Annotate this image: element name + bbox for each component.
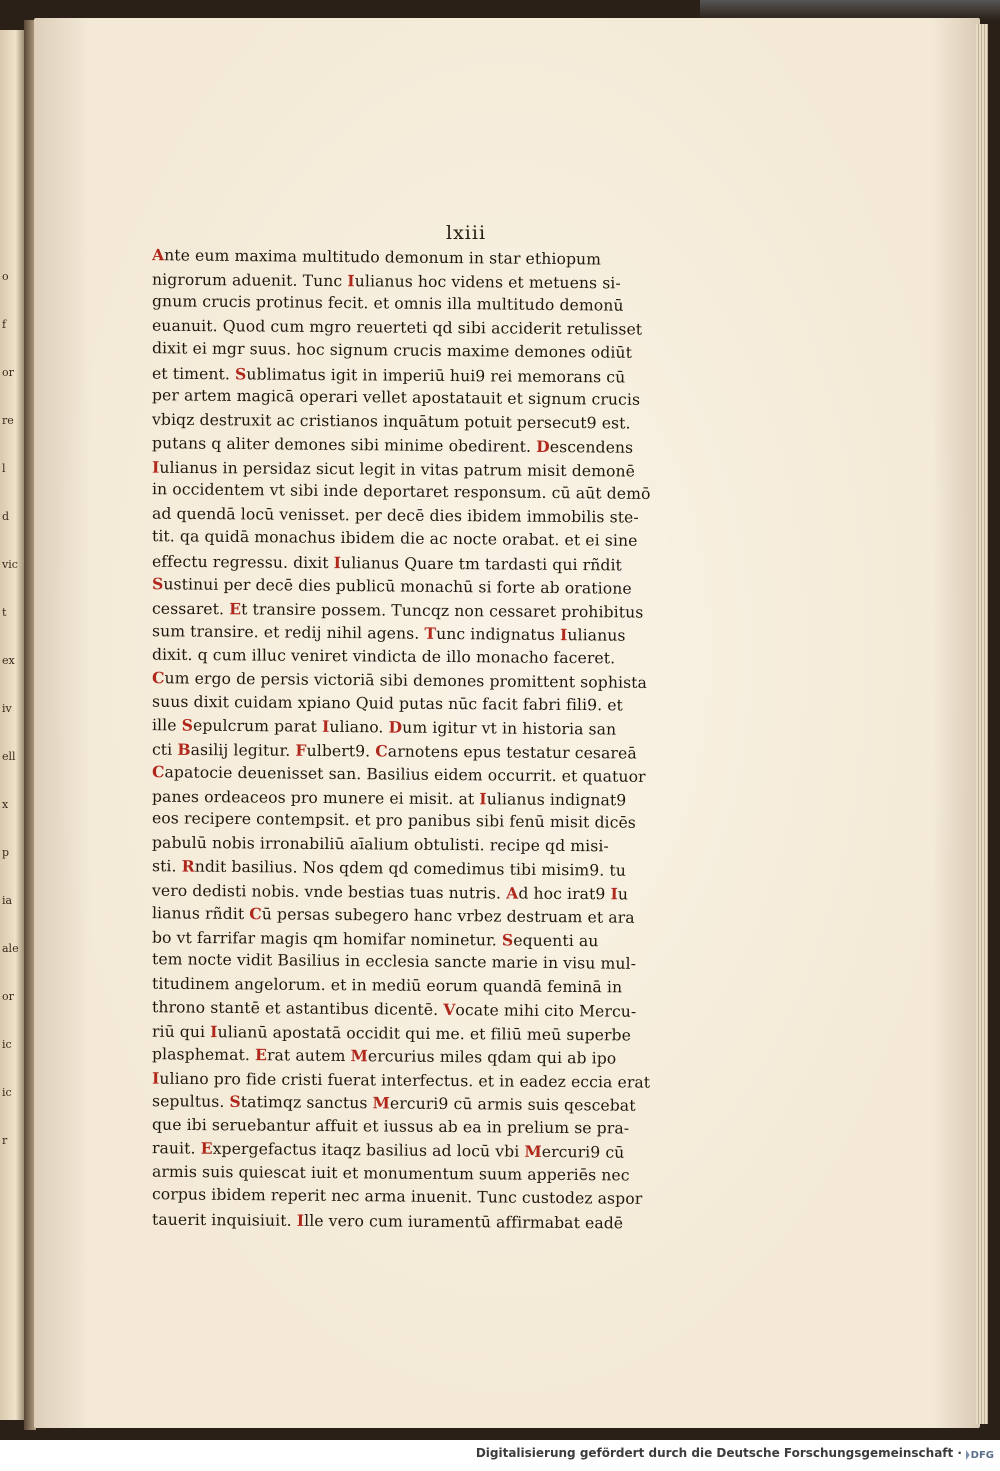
text-segment: sti.	[151, 857, 182, 876]
rubricated-initial: F	[295, 740, 307, 760]
rubricated-initial: S	[151, 574, 164, 594]
text-segment: ulianū apostatā occidit qui me. et filiū meū superbe	[217, 1022, 632, 1044]
rubricated-initial: E	[229, 598, 242, 618]
text-segment: vbiqz destruxit ac cristianos inquātum potuit persecut9 est.	[151, 410, 631, 432]
text-segment: putans q aliter demones sibi minime obedirent.	[151, 434, 537, 456]
rubricated-initial: I	[610, 883, 619, 903]
text-segment: um igitur vt in historia san	[402, 718, 617, 739]
text-segment: lianus rñdit	[151, 904, 250, 924]
left-page-fragment: x	[2, 798, 9, 811]
text-segment: uliano.	[329, 717, 389, 737]
rubricated-initial: I	[333, 552, 342, 572]
text-segment: eos recipere contempsit. et pro panibus sibi fenū misit dicēs	[151, 809, 637, 832]
dfg-logo-text: DFG	[970, 1449, 994, 1461]
text-segment: nte eum maxima multitudo demonum in star ethiopum	[164, 246, 602, 269]
left-page-fragment: re	[2, 414, 14, 427]
text-segment: xpergefactus itaqz basilius ad locū vbi	[212, 1139, 525, 1161]
text-segment: tatimqz sanctus	[240, 1093, 373, 1113]
text-segment: corpus ibidem reperit nec arma inuenit. Tunc custodez aspor	[151, 1185, 643, 1208]
text-segment: gnum crucis protinus fecit. et omnis illa multitudo demonū	[151, 292, 624, 315]
text-segment: cti	[151, 740, 178, 759]
rubricated-initial: S	[234, 363, 247, 383]
left-page-fragment: o	[2, 270, 9, 283]
left-page-fragment: ic	[2, 1038, 12, 1051]
left-page-fragment: or	[2, 990, 14, 1003]
rubricated-initial: M	[372, 1093, 391, 1113]
rubricated-initial: T	[424, 623, 437, 643]
rubricated-initial: S	[501, 929, 514, 950]
rubricated-initial: A	[151, 245, 165, 265]
text-line	[152, 1207, 742, 1235]
rubricated-initial: C	[375, 740, 388, 761]
text-segment: ille	[151, 716, 182, 735]
text-segment: rat autem	[266, 1046, 351, 1066]
text-segment: dixit. q cum illuc veniret vindicta de illo monacho faceret.	[151, 645, 616, 667]
text-segment: u	[617, 884, 629, 903]
rubricated-initial: I	[151, 457, 160, 477]
rubricated-initial: M	[350, 1046, 369, 1066]
text-segment: in occidentem vt sibi inde deportaret responsum. cū aūt demō	[151, 480, 651, 503]
text-segment: tit. qa quidā monachus ibidem die ac nocte orabat. et ei sine	[151, 527, 638, 550]
left-page-fragment: t	[2, 606, 7, 619]
text-segment: euanuit. Quod cum mgro reuerteti qd sibi acciderit retulisset	[151, 316, 643, 339]
text-segment: lle vero cum iuramentū affirmabat eadē	[304, 1211, 624, 1232]
rubricated-initial: V	[443, 999, 456, 1020]
rubricated-initial: A	[506, 882, 519, 903]
left-page-fragment: r	[2, 1134, 8, 1147]
left-page-fragment: p	[2, 846, 10, 859]
rubricated-initial: C	[249, 904, 262, 924]
rubricated-initial: I	[210, 1021, 218, 1041]
text-segment: ercurius miles qdam qui ab ipo	[367, 1047, 617, 1068]
text-segment: apatocie deuenisset san. Basilius eidem occurrit. et quatuor	[164, 763, 646, 786]
text-segment: uliano pro fide cristi fuerat interfectus. et in eadez eccia erat	[159, 1069, 651, 1092]
rubricated-initial: D	[388, 717, 403, 737]
text-segment: unc indignatus	[436, 624, 561, 645]
text-segment: ū persas subegero hanc vrbez destruam et ara	[261, 905, 635, 927]
rubricated-initial: C	[151, 668, 165, 688]
rubricated-initial: M	[524, 1141, 542, 1161]
text-segment: plasphemat.	[151, 1045, 256, 1065]
rubricated-initial: I	[321, 716, 330, 736]
text-segment: tauerit inquisiuit.	[151, 1210, 297, 1230]
footer-bar	[0, 1440, 1000, 1471]
text-segment: ublimatus igit in imperiū hui9 rei memorans cū	[246, 364, 626, 386]
text-segment: d hoc irat9	[518, 884, 611, 903]
rubricated-initial: I	[347, 270, 355, 290]
text-segment: riū qui	[151, 1022, 211, 1041]
text-segment: arnotens epus testatur cesareā	[387, 742, 637, 762]
text-segment: escendens	[549, 437, 634, 457]
text-segment: effectu regressu. dixit	[151, 552, 334, 572]
text-segment: panes ordeaceos pro munere ei misit. at	[151, 787, 480, 808]
left-page-fragment: ell	[2, 750, 16, 763]
rubricated-initial: I	[296, 1210, 305, 1230]
rubricated-initial: S	[181, 715, 194, 735]
rubricated-initial: D	[536, 436, 550, 456]
text-segment: ulianus in persidaz sicut legit in vitas patrum misit demonē	[159, 458, 636, 480]
left-page-fragment: d	[2, 510, 10, 523]
text-segment: ustinui per decē dies publicū monachū si forte ab oratione	[163, 575, 632, 598]
text-segment: sum transire. et redij nihil agens.	[151, 622, 425, 643]
text-segment: ad quendā locū venisset. per decē dies ibidem immobilis ste-	[151, 504, 639, 527]
left-page-fragment: ia	[2, 894, 13, 907]
text-segment: ulianus hoc videns et metuens si-	[354, 271, 621, 292]
left-page-fragment: ex	[2, 654, 15, 667]
dfg-logo	[966, 1447, 994, 1463]
scan-background	[700, 0, 1000, 20]
text-segment: ercuri9 cū	[541, 1142, 625, 1162]
left-page-fragment: l	[2, 462, 6, 475]
text-segment: ocate mihi cito Mercu-	[455, 1001, 637, 1021]
footer-credit: Digitalisierung gefördert durch die Deutsche Forschungsgemeinschaft ·	[475, 1446, 962, 1460]
text-segment: t transire possem. Tuncqz non cessaret prohibitus	[241, 599, 644, 622]
text-segment: sepultus.	[151, 1092, 230, 1111]
text-segment: bo vt farrifar magis qm homifar nominetur.	[151, 928, 503, 949]
text-segment: per artem magicā operari vellet apostatauit et signum crucis	[151, 386, 641, 409]
text-segment: vero dedisti nobis. vnde bestias tuas nutris.	[151, 881, 507, 902]
rubricated-initial: R	[181, 856, 195, 876]
left-page-fragment: or	[2, 366, 14, 379]
text-segment: ndit basilius. Nos qdem qd comedimus tibi misim9. tu	[194, 857, 627, 880]
rubricated-initial: B	[177, 739, 191, 759]
text-segment: suus dixit cuidam xpiano Quid putas nūc facit fabri fili9. et	[151, 692, 624, 714]
text-segment: tem nocte vidit Basilius in ecclesia sancte marie in visu mul-	[151, 950, 637, 973]
text-segment: armis suis quiescat iuit et monumentum suum apperiēs nec	[151, 1162, 630, 1184]
text-segment: cessaret.	[151, 599, 230, 618]
text-segment: ulianus Quare tm tardasti qui rñdit	[341, 553, 623, 574]
text-column	[152, 246, 742, 1233]
text-segment: asilij legitur.	[190, 740, 296, 760]
page-stack-edge	[976, 24, 988, 1424]
rubricated-initial: C	[151, 762, 165, 782]
left-page-edge	[0, 30, 26, 1420]
folio-number: lxiii	[446, 222, 487, 244]
text-segment: rauit.	[151, 1139, 201, 1158]
text-segment: ercuri9 cū armis suis qescebat	[389, 1094, 636, 1115]
text-segment: ulianus	[567, 626, 626, 645]
text-segment: epulcrum parat	[192, 716, 323, 736]
text-segment: dixit ei mgr suus. hoc signum crucis maxime demones odiūt	[151, 339, 633, 362]
rubricated-initial: I	[559, 625, 568, 645]
text-segment: ulbert9.	[306, 741, 376, 760]
text-segment: um ergo de persis victoriā sibi demones promittent sophista	[164, 669, 648, 692]
text-segment: et timent.	[151, 364, 236, 383]
left-page-fragment: vic	[2, 558, 18, 571]
rubricated-initial: E	[200, 1138, 213, 1158]
text-segment: throno stantē et astantibus dicentē.	[151, 998, 444, 1019]
rubricated-initial: I	[151, 1068, 160, 1088]
text-segment: pabulū nobis irronabiliū aīalium obtulisti. recipe qd misi-	[151, 833, 609, 855]
text-segment: ulianus indignat9	[486, 789, 627, 809]
text-segment: nigrorum aduenit. Tunc	[151, 270, 348, 290]
text-segment: titudinem angelorum. et in mediū eorum quandā feminā in	[151, 974, 623, 996]
rubricated-initial: E	[254, 1045, 268, 1065]
left-page-fragment: iv	[2, 702, 12, 715]
left-page-fragment: f	[2, 318, 7, 331]
left-page-fragment: ale	[2, 942, 19, 955]
left-page-fragment: ic	[2, 1086, 12, 1099]
rubricated-initial: I	[479, 788, 487, 808]
dfg-logo-icon	[966, 1450, 970, 1460]
rubricated-initial: S	[229, 1091, 241, 1112]
text-segment: equenti au	[513, 931, 599, 950]
text-segment: que ibi seruebantur affuit et iussus ab ea in prelium se pra-	[151, 1115, 630, 1137]
